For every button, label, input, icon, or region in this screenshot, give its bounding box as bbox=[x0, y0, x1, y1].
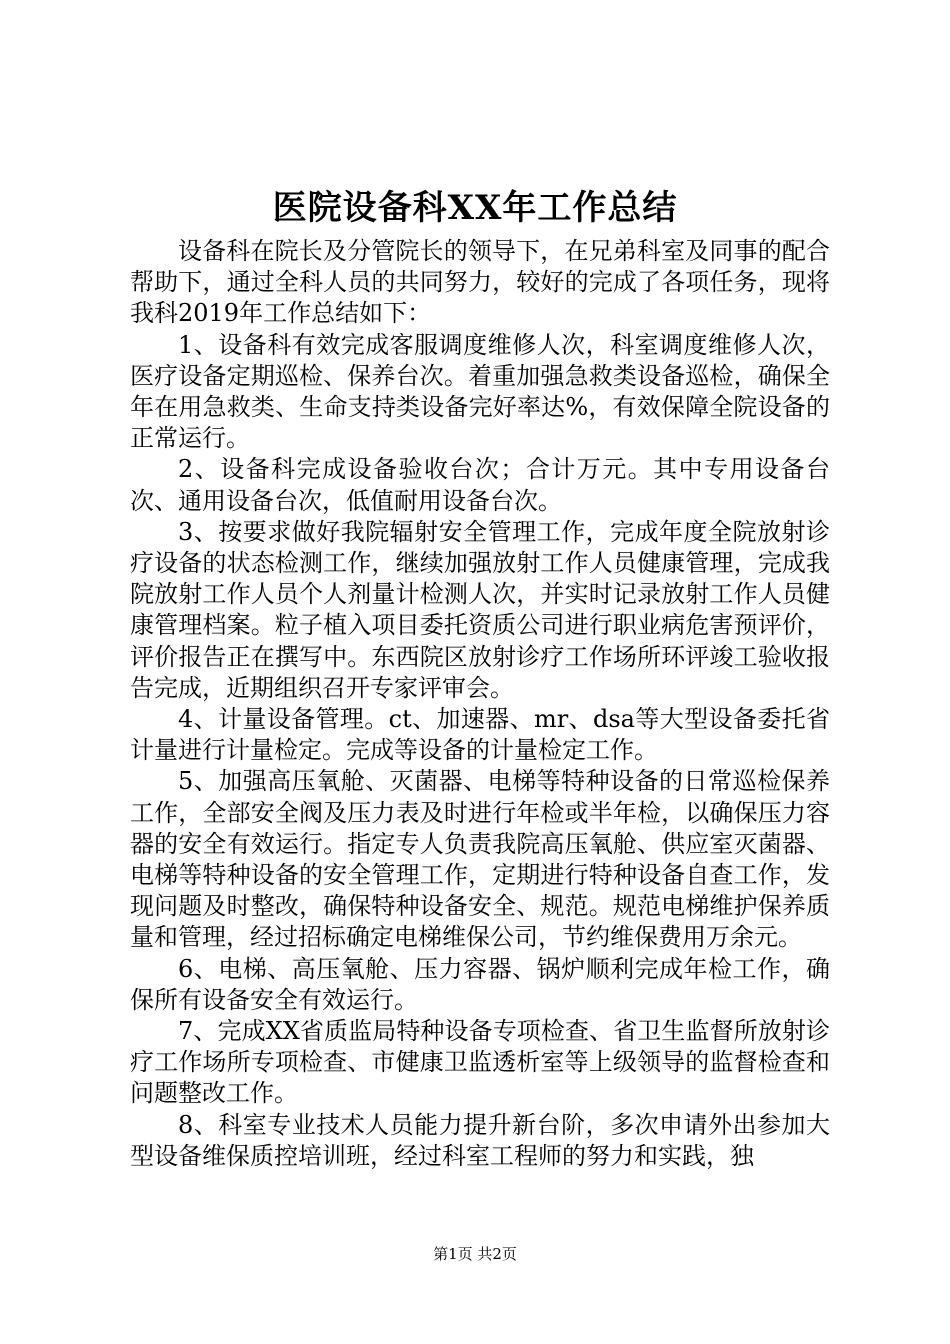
page-footer: 第1页 共2页 bbox=[433, 1245, 517, 1263]
item-paragraph-2: 2、设备科完成设备验收台次；合计万元。其中专用设备台次、通用设备台次，低值耐用设备台次。 bbox=[130, 455, 830, 515]
item-paragraph-8: 8、科室专业技术人员能力提升新台阶，多次申请外出参加大型设备维保质控培训班，经过科室工程师的努力和实践，独 bbox=[130, 1110, 830, 1170]
item-paragraph-3: 3、按要求做好我院辐射安全管理工作，完成年度全院放射诊疗设备的状态检测工作，继续加强放射工作人员健康管理，完成我院放射工作人员个人剂量计检测人次，并实时记录放射工作人员健康管理档案。粒子植入项目委托资质公司进行职业病危害预评价，评价报告正在撰写中。东西院区放射诊疗工作场所环评竣工验收报告完成，近期组织召开专家评审会。 bbox=[130, 517, 830, 702]
document-title: 医院设备科XX年工作总结 bbox=[272, 188, 678, 228]
item-paragraph-6: 6、电梯、高压氧舱、压力容器、锅炉顺利完成年检工作，确保所有设备安全有效运行。 bbox=[130, 954, 830, 1014]
item-paragraph-7: 7、完成XX省质监局特种设备专项检查、省卫生监督所放射诊疗工作场所专项检查、市健康卫监透析室等上级领导的监督检查和问题整改工作。 bbox=[130, 1017, 830, 1108]
intro-paragraph: 设备科在院长及分管院长的领导下，在兄弟科室及同事的配合帮助下，通过全科人员的共同努力，较好的完成了各项任务，现将我科2019年工作总结如下： bbox=[130, 237, 830, 328]
item-paragraph-1: 1、设备科有效完成客服调度维修人次，科室调度维修人次，医疗设备定期巡检、保养台次。着重加强急救类设备巡检，确保全年在用急救类、生命支持类设备完好率达%，有效保障全院设备的正常运行。 bbox=[130, 330, 830, 453]
document-body bbox=[130, 236, 830, 1172]
item-paragraph-4: 4、计量设备管理。ct、加速器、mr、dsa等大型设备委托省计量进行计量检定。完成等设备的计量检定工作。 bbox=[130, 705, 830, 765]
item-paragraph-5: 5、加强高压氧舱、灭菌器、电梯等特种设备的日常巡检保养工作，全部安全阀及压力表及时进行年检或半年检，以确保压力容器的安全有效运行。指定专人负责我院高压氧舱、供应室灭菌器、电梯等特种设备的安全管理工作，定期进行特种设备自查工作，发现问题及时整改，确保特种设备安全、规范。规范电梯维护保养质量和管理，经过招标确定电梯维保公司，节约维保费用万余元。 bbox=[130, 767, 830, 952]
